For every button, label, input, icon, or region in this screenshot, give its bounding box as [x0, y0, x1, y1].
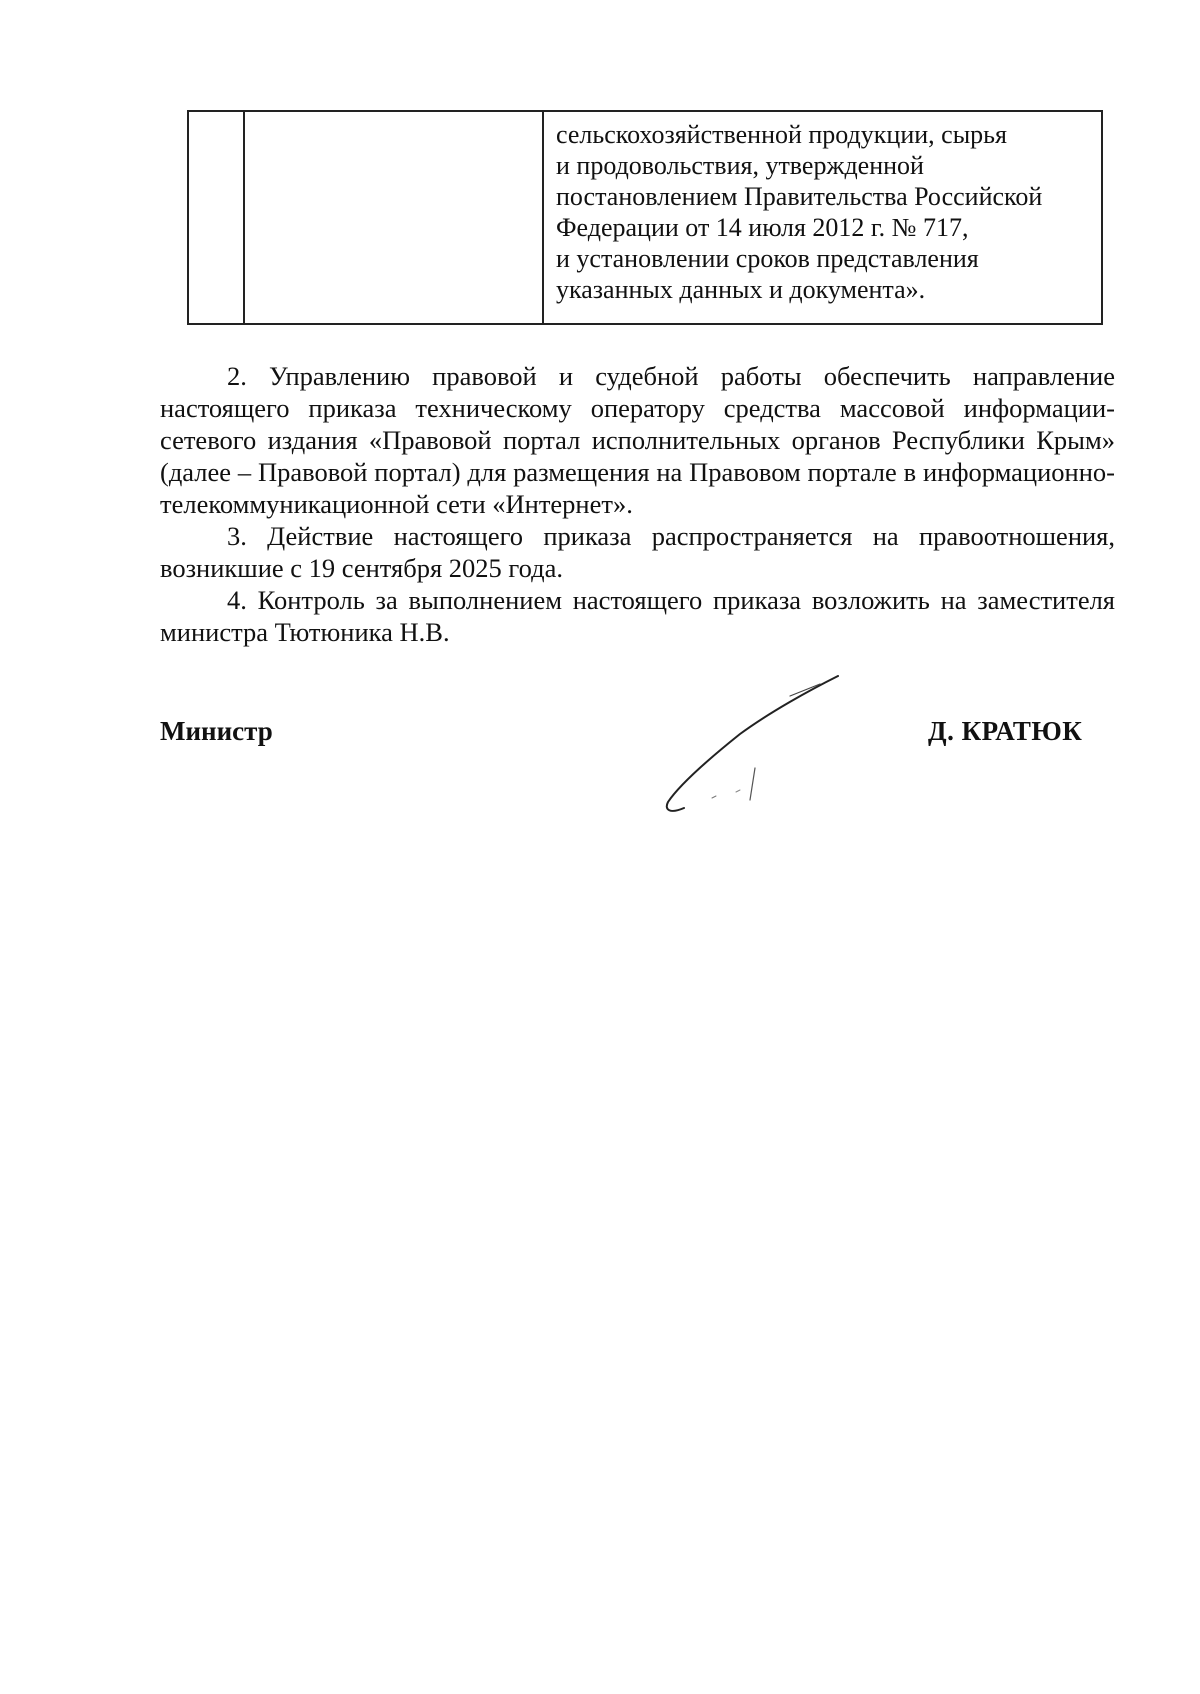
table-cell-line: и продовольствия, утвержденной: [556, 151, 924, 180]
table-cell-line: постановлением Правительства Российской: [556, 182, 1043, 211]
table-cell-name: [244, 111, 543, 324]
table-fragment: [187, 110, 1103, 325]
table-cell-line: указанных данных и документа».: [556, 275, 926, 304]
table-cell-line: и установлении сроков представления: [556, 244, 979, 273]
table-cell-content: [543, 111, 1102, 324]
paragraph-2: 2. Управлению правовой и судебной работы обеспечить направление настоящего приказа техническому оператору средства массовой информации-сетевого издания «Правовой портал исполнительных органов Республики Крым» (далее – Правовой портал) для размещения на Правовом портале в информационно-телекоммуникационной сети «Интернет».: [160, 361, 1115, 519]
table-row: [188, 111, 1102, 324]
signatory-title: Министр: [160, 716, 273, 746]
signatory-name: Д. КРАТЮК: [928, 716, 1083, 746]
table-cell-text: [544, 112, 1101, 305]
document-body: [160, 360, 1115, 648]
paragraph-3: 3. Действие настоящего приказа распространяется на правоотношения, возникшие с 19 сентября 2025 года.: [160, 521, 1115, 583]
paragraph-4: 4. Контроль за выполнением настоящего приказа возложить на заместителя министра Тютюника Н.В.: [160, 585, 1115, 647]
handwritten-signature: [650, 672, 850, 822]
table-cell-line: сельскохозяйственной продукции, сырья: [556, 120, 1007, 149]
table-cell-line: Федерации от 14 июля 2012 г. № 717,: [556, 213, 969, 242]
table-cell-number: [188, 111, 244, 324]
